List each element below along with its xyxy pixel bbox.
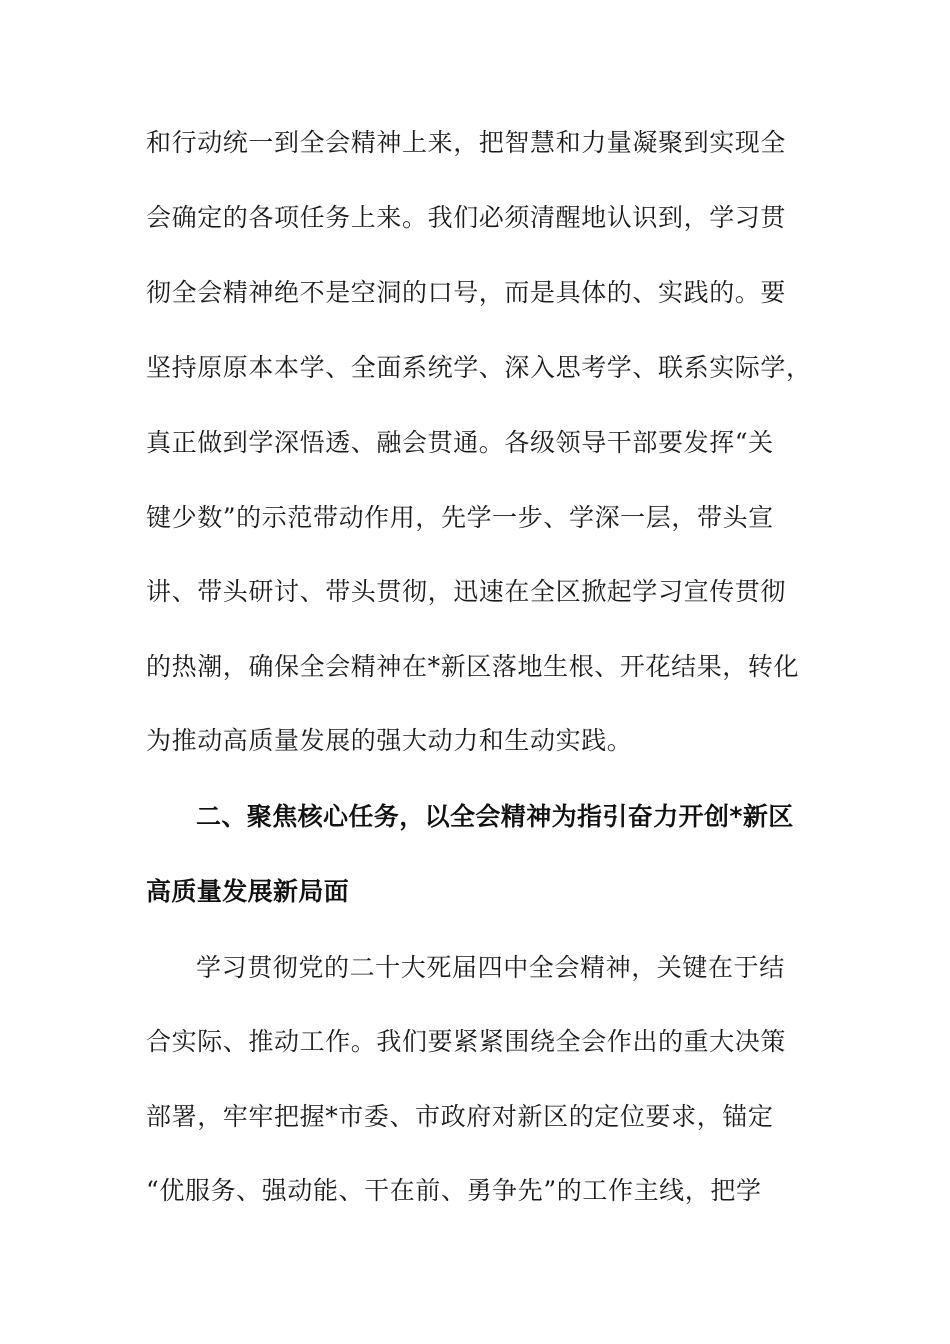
body-text-line: 真正做到学深悟透、融会贯通。各级领导干部要发挥“关 bbox=[146, 428, 774, 457]
section-heading: 二、聚焦核心任务，以全会精神为指引奋力开创*新区 bbox=[196, 802, 794, 831]
body-text-line: 合实际、推动工作。我们要紧紧围绕全会作出的重大决策 bbox=[146, 1027, 787, 1056]
body-text-line: 键少数”的示范带动作用，先学一步、学深一层，带头宣 bbox=[146, 503, 774, 532]
body-text-line: 和行动统一到全会精神上来，把智慧和力量凝聚到实现全 bbox=[146, 128, 787, 157]
body-text-line: “优服务、强动能、干在前、勇争先”的工作主线，把学 bbox=[146, 1176, 762, 1205]
body-text-line: 会确定的各项任务上来。我们必须清醒地认识到，学习贯 bbox=[146, 203, 787, 232]
body-text-line: 部署，牢牢把握*市委、市政府对新区的定位要求，锚定 bbox=[146, 1102, 774, 1131]
paragraph-first-line: 学习贯彻党的二十大死届四中全会精神，关键在于结 bbox=[196, 953, 785, 982]
body-text-line: 讲、带头研讨、带头贯彻，迅速在全区掀起学习宣传贯彻 bbox=[146, 577, 787, 606]
body-text-line: 的热潮，确保全会精神在*新区落地生根、开花结果，转化 bbox=[146, 652, 800, 681]
body-text-line: 坚持原原本本学、全面系统学、深入思考学、联系实际学， bbox=[146, 353, 812, 382]
body-text-line: 为推动高质量发展的强大动力和生动实践。 bbox=[146, 726, 633, 755]
section-heading-continuation: 高质量发展新局面 bbox=[146, 877, 350, 906]
body-text-line: 彻全会精神绝不是空洞的口号，而是具体的、实践的。要 bbox=[146, 278, 787, 307]
